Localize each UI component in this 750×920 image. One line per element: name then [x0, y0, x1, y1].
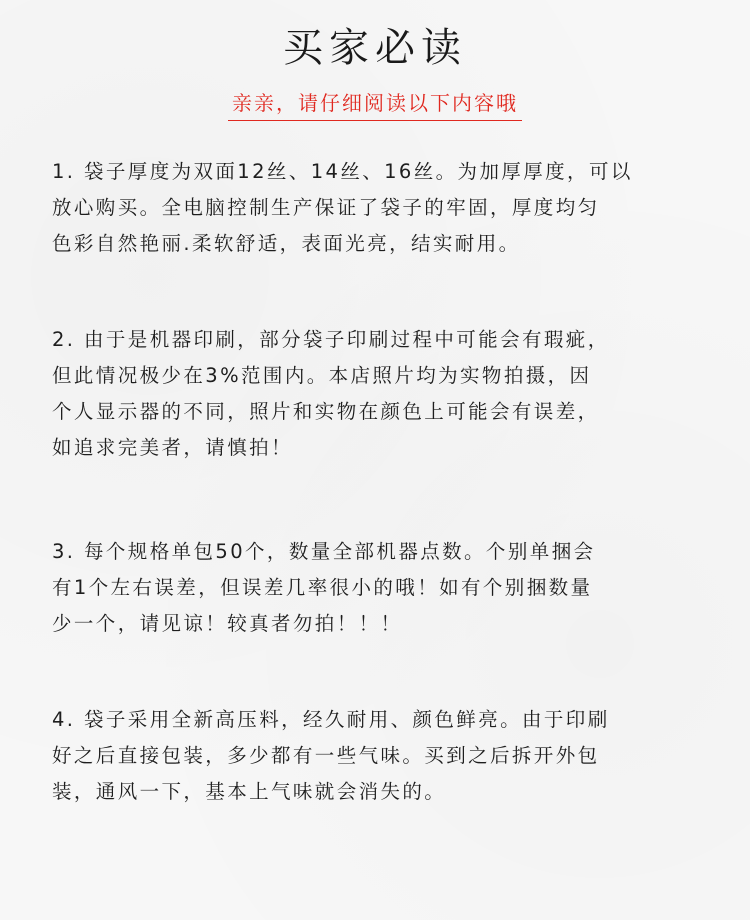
- paragraph-line: 2. 由于是机器印刷，部分袋子印刷过程中可能会有瑕疵，: [52, 328, 610, 351]
- page-subtitle: 亲亲，请仔细阅读以下内容哦: [228, 88, 522, 121]
- paragraph-line: 但此情况极少在3%范围内。本店照片均为实物拍摄，因: [52, 364, 592, 387]
- paragraph-line: 3. 每个规格单包50个，数量全部机器点数。个别单捆会: [52, 540, 596, 563]
- paragraph-line: 装，通风一下，基本上气味就会消失的。: [52, 780, 447, 803]
- paragraph-line: 个人显示器的不同，照片和实物在颜色上可能会有误差，: [52, 400, 600, 423]
- paragraph-line: 好之后直接包装，多少都有一些气味。买到之后拆开外包: [52, 744, 600, 767]
- notice-paragraph-2: [52, 322, 702, 466]
- paragraph-line: 1. 袋子厚度为双面12丝、14丝、16丝。为加厚厚度，可以: [52, 160, 633, 183]
- paragraph-line: 4. 袋子采用全新高压料，经久耐用、颜色鲜亮。由于印刷: [52, 708, 610, 731]
- paragraph-line: 如追求完美者，请慎拍！: [52, 436, 293, 459]
- notice-paragraph-1: [52, 154, 702, 262]
- notice-paragraph-3: [52, 534, 702, 642]
- paragraph-line: 放心购买。全电脑控制生产保证了袋子的牢固，厚度均匀: [52, 196, 600, 219]
- paragraph-line: 色彩自然艳丽.柔软舒适，表面光亮，结实耐用。: [52, 232, 521, 255]
- paragraph-line: 有1个左右误差，但误差几率很小的哦！如有个别捆数量: [52, 576, 593, 599]
- page-title: 买家必读: [283, 25, 467, 71]
- paragraph-line: 少一个，请见谅！较真者勿拍！！！: [52, 612, 403, 635]
- notice-paragraph-4: [52, 702, 702, 810]
- subtitle-container: [0, 88, 750, 121]
